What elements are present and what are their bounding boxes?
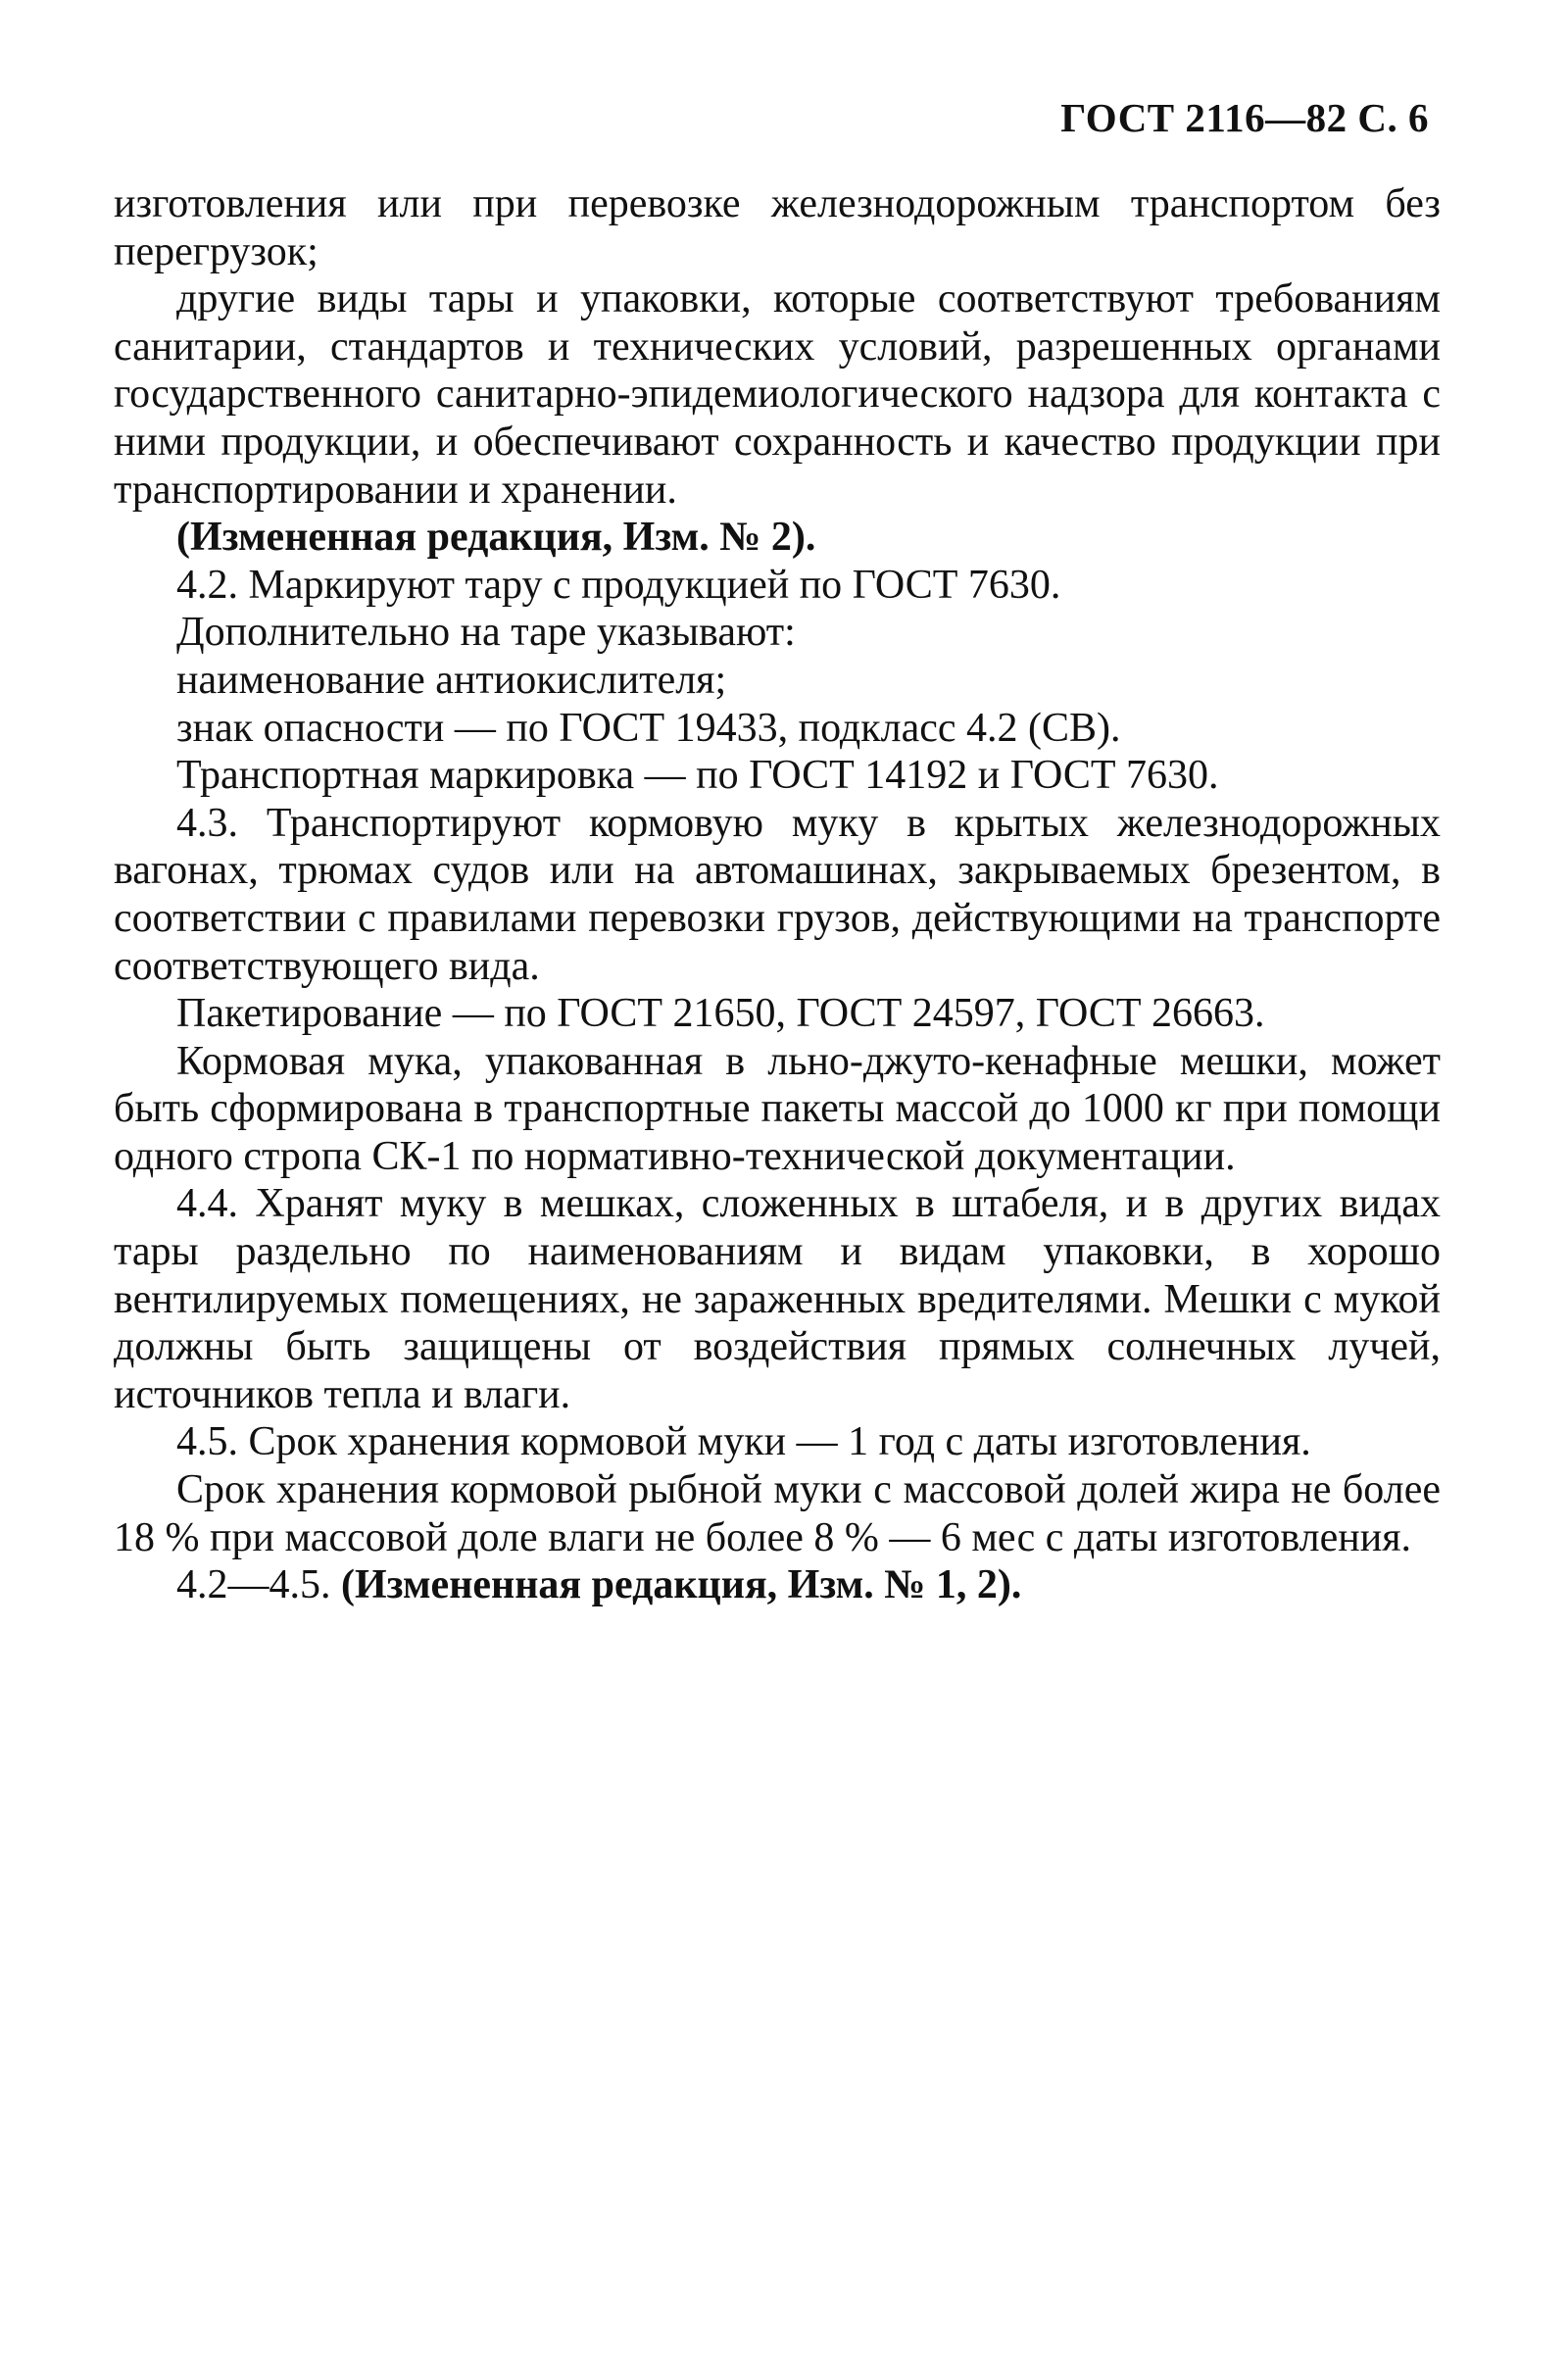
paragraph: Срок хранения кормовой рыбной муки с массовой долей жира не более 18 % при массовой доле влаги не более 8 % — 6 мес с даты изготовления. [114, 1467, 1441, 1560]
paragraph: Кормовая мука, упакованная в льно-джуто-кенафные мешки, может быть сформирована в транспортные пакеты массой до 1000 кг при помощи одного стропа СК-1 по нормативно-технической документации. [114, 1038, 1441, 1179]
paragraph: 4.4. Хранят муку в мешках, сложенных в штабеля, и в других видах тары раздельно по наименованиям и видам упаковки, в хорошо вентилируемых помещениях, не зараженных вредителями. Мешки с мукой должны быть защищены от воздействия прямых солнечных лучей, источников тепла и влаги. [114, 1181, 1441, 1417]
paragraph: Транспортная маркировка — по ГОСТ 14192 и ГОСТ 7630. [176, 753, 1219, 799]
paragraph [114, 1561, 1441, 1609]
amendment-note: (Измененная редакция, Изм. № 2). [176, 515, 816, 561]
paragraph: знак опасности — по ГОСТ 19433, подкласс 4.2 (СВ). [176, 705, 1121, 751]
paragraph: 4.5. Срок хранения кормовой муки — 1 год с даты изготовления. [176, 1419, 1311, 1465]
paragraph: изготовления или при перевозке железнодорожным транспортом без перегрузок; [114, 181, 1441, 274]
paragraph: наименование антиокислителя; [176, 657, 727, 703]
clause-range: 4.2—4.5. [176, 1562, 341, 1608]
paragraph: другие виды тары и упаковки, которые соответствуют требованиям санитарии, стандартов и технических условий, разрешенных органами государственного санитарно-эпидемиологического надзора для контакта с ними продукции, и обеспечивают сохранность и качество продукции при транспортировании и хранении. [114, 276, 1441, 513]
paragraph: 4.3. Транспортируют кормовую муку в крытых железнодорожных вагонах, трюмах судов или на автомашинах, закрываемых брезентом, в соответствии с правилами перевозки грузов, действующими на транспорте соответствующего вида. [114, 800, 1441, 989]
page-header: ГОСТ 2116—82 С. 6 [1060, 95, 1429, 140]
paragraph: Дополнительно на таре указывают: [176, 610, 796, 656]
amendment-note: (Измененная редакция, Изм. № 1, 2). [341, 1562, 1022, 1608]
paragraph: Пакетирование — по ГОСТ 21650, ГОСТ 24597, ГОСТ 26663. [176, 991, 1265, 1037]
paragraph: 4.2. Маркируют тару с продукцией по ГОСТ 7630. [176, 562, 1061, 608]
document-body [114, 180, 1441, 1609]
